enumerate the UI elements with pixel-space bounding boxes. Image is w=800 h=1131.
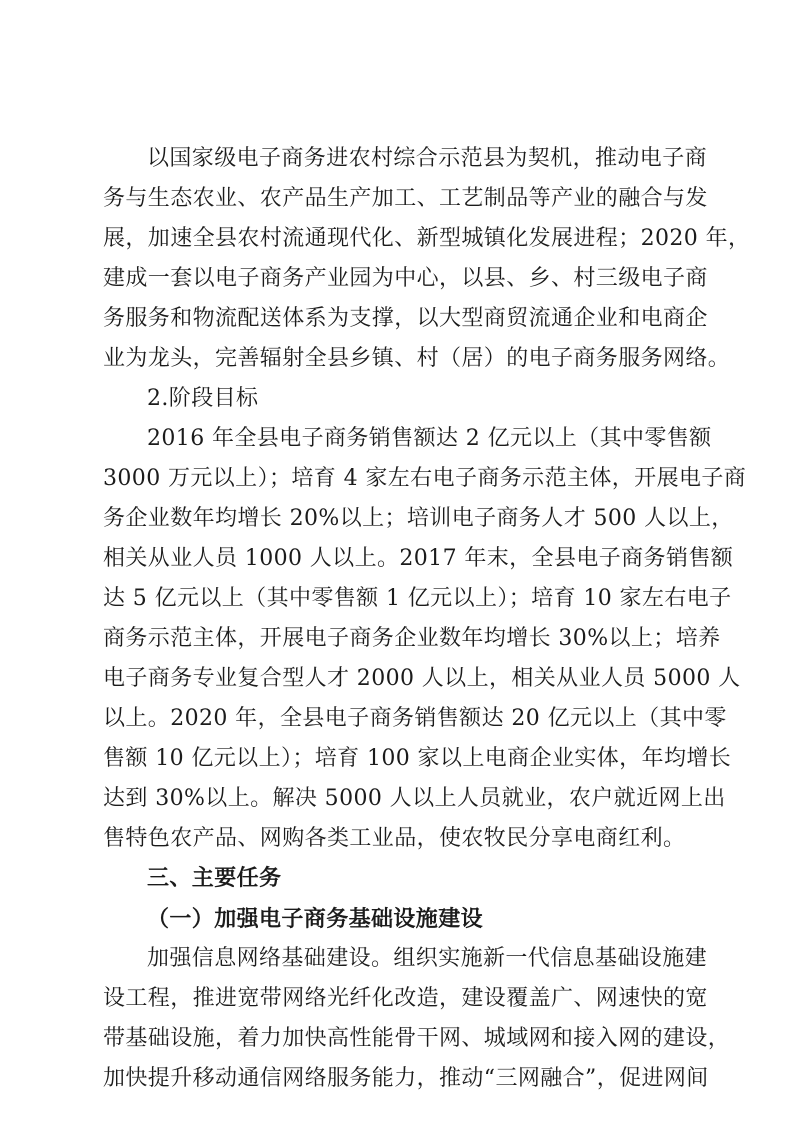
paragraph-line: 售额 10 亿元以上）；培育 100 家以上电商企业实体，年均增长	[103, 746, 732, 771]
paragraph-line: 相关从业人员 1000 人以上。2017 年末，全县电子商务销售额	[103, 546, 734, 571]
paragraph-line: 以上。2020 年，全县电子商务销售额达 20 亿元以上（其中零	[103, 706, 727, 731]
paragraph-line: 2016 年全县电子商务销售额达 2 亿元以上（其中零售额	[147, 426, 712, 451]
paragraph-line: 设工程，推进宽带网络光纤化改造，建设覆盖广、网速快的宽	[103, 986, 708, 1011]
subsection-heading: （一）加强电子商务基础设施建设	[147, 906, 484, 932]
section-heading: 三、主要任务	[147, 866, 282, 891]
paragraph-line: 商务示范主体，开展电子商务企业数年均增长 30%以上；培养	[103, 626, 721, 651]
paragraph-line: 电子商务专业复合型人才 2000 人以上，相关从业人员 5000 人	[103, 666, 741, 691]
paragraph-line: 务企业数年均增长 20%以上；培训电子商务人才 500 人以上，	[103, 506, 734, 531]
paragraph-line: 加快提升移动通信网络服务能力，推动“三网融合”，促进网间	[103, 1066, 709, 1091]
paragraph-line: 售特色农产品、网购各类工业品，使农牧民分享电商红利。	[103, 826, 686, 851]
paragraph-line: 以国家级电子商务进农村综合示范县为契机，推动电子商	[147, 146, 708, 171]
paragraph-line: 建成一套以电子商务产业园为中心，以县、乡、村三级电子商	[103, 266, 708, 291]
paragraph-line: 3000 万元以上）；培育 4 家左右电子商务示范主体，开展电子商	[103, 466, 747, 491]
paragraph-line: 务服务和物流配送体系为支撑，以大型商贸流通企业和电商企	[103, 306, 708, 331]
section-title: 2.阶段目标	[147, 386, 259, 411]
paragraph-line: 务与生态农业、农产品生产加工、工艺制品等产业的融合与发	[103, 186, 708, 211]
paragraph-line: 展，加速全县农村流通现代化、新型城镇化发展进程；2020 年，	[103, 226, 751, 251]
paragraph-line: 加强信息网络基础建设。组织实施新一代信息基础设施建	[147, 946, 708, 971]
paragraph-line: 达 5 亿元以上（其中零售额 1 亿元以上）；培育 10 家左右电子	[103, 586, 732, 611]
paragraph-line: 达到 30%以上。解决 5000 人以上人员就业，农户就近网上出	[103, 786, 726, 811]
paragraph-line: 业为龙头，完善辐射全县乡镇、村（居）的电子商务服务网络。	[103, 346, 731, 371]
paragraph-line: 带基础设施，着力加快高性能骨干网、城域网和接入网的建设，	[103, 1026, 731, 1051]
